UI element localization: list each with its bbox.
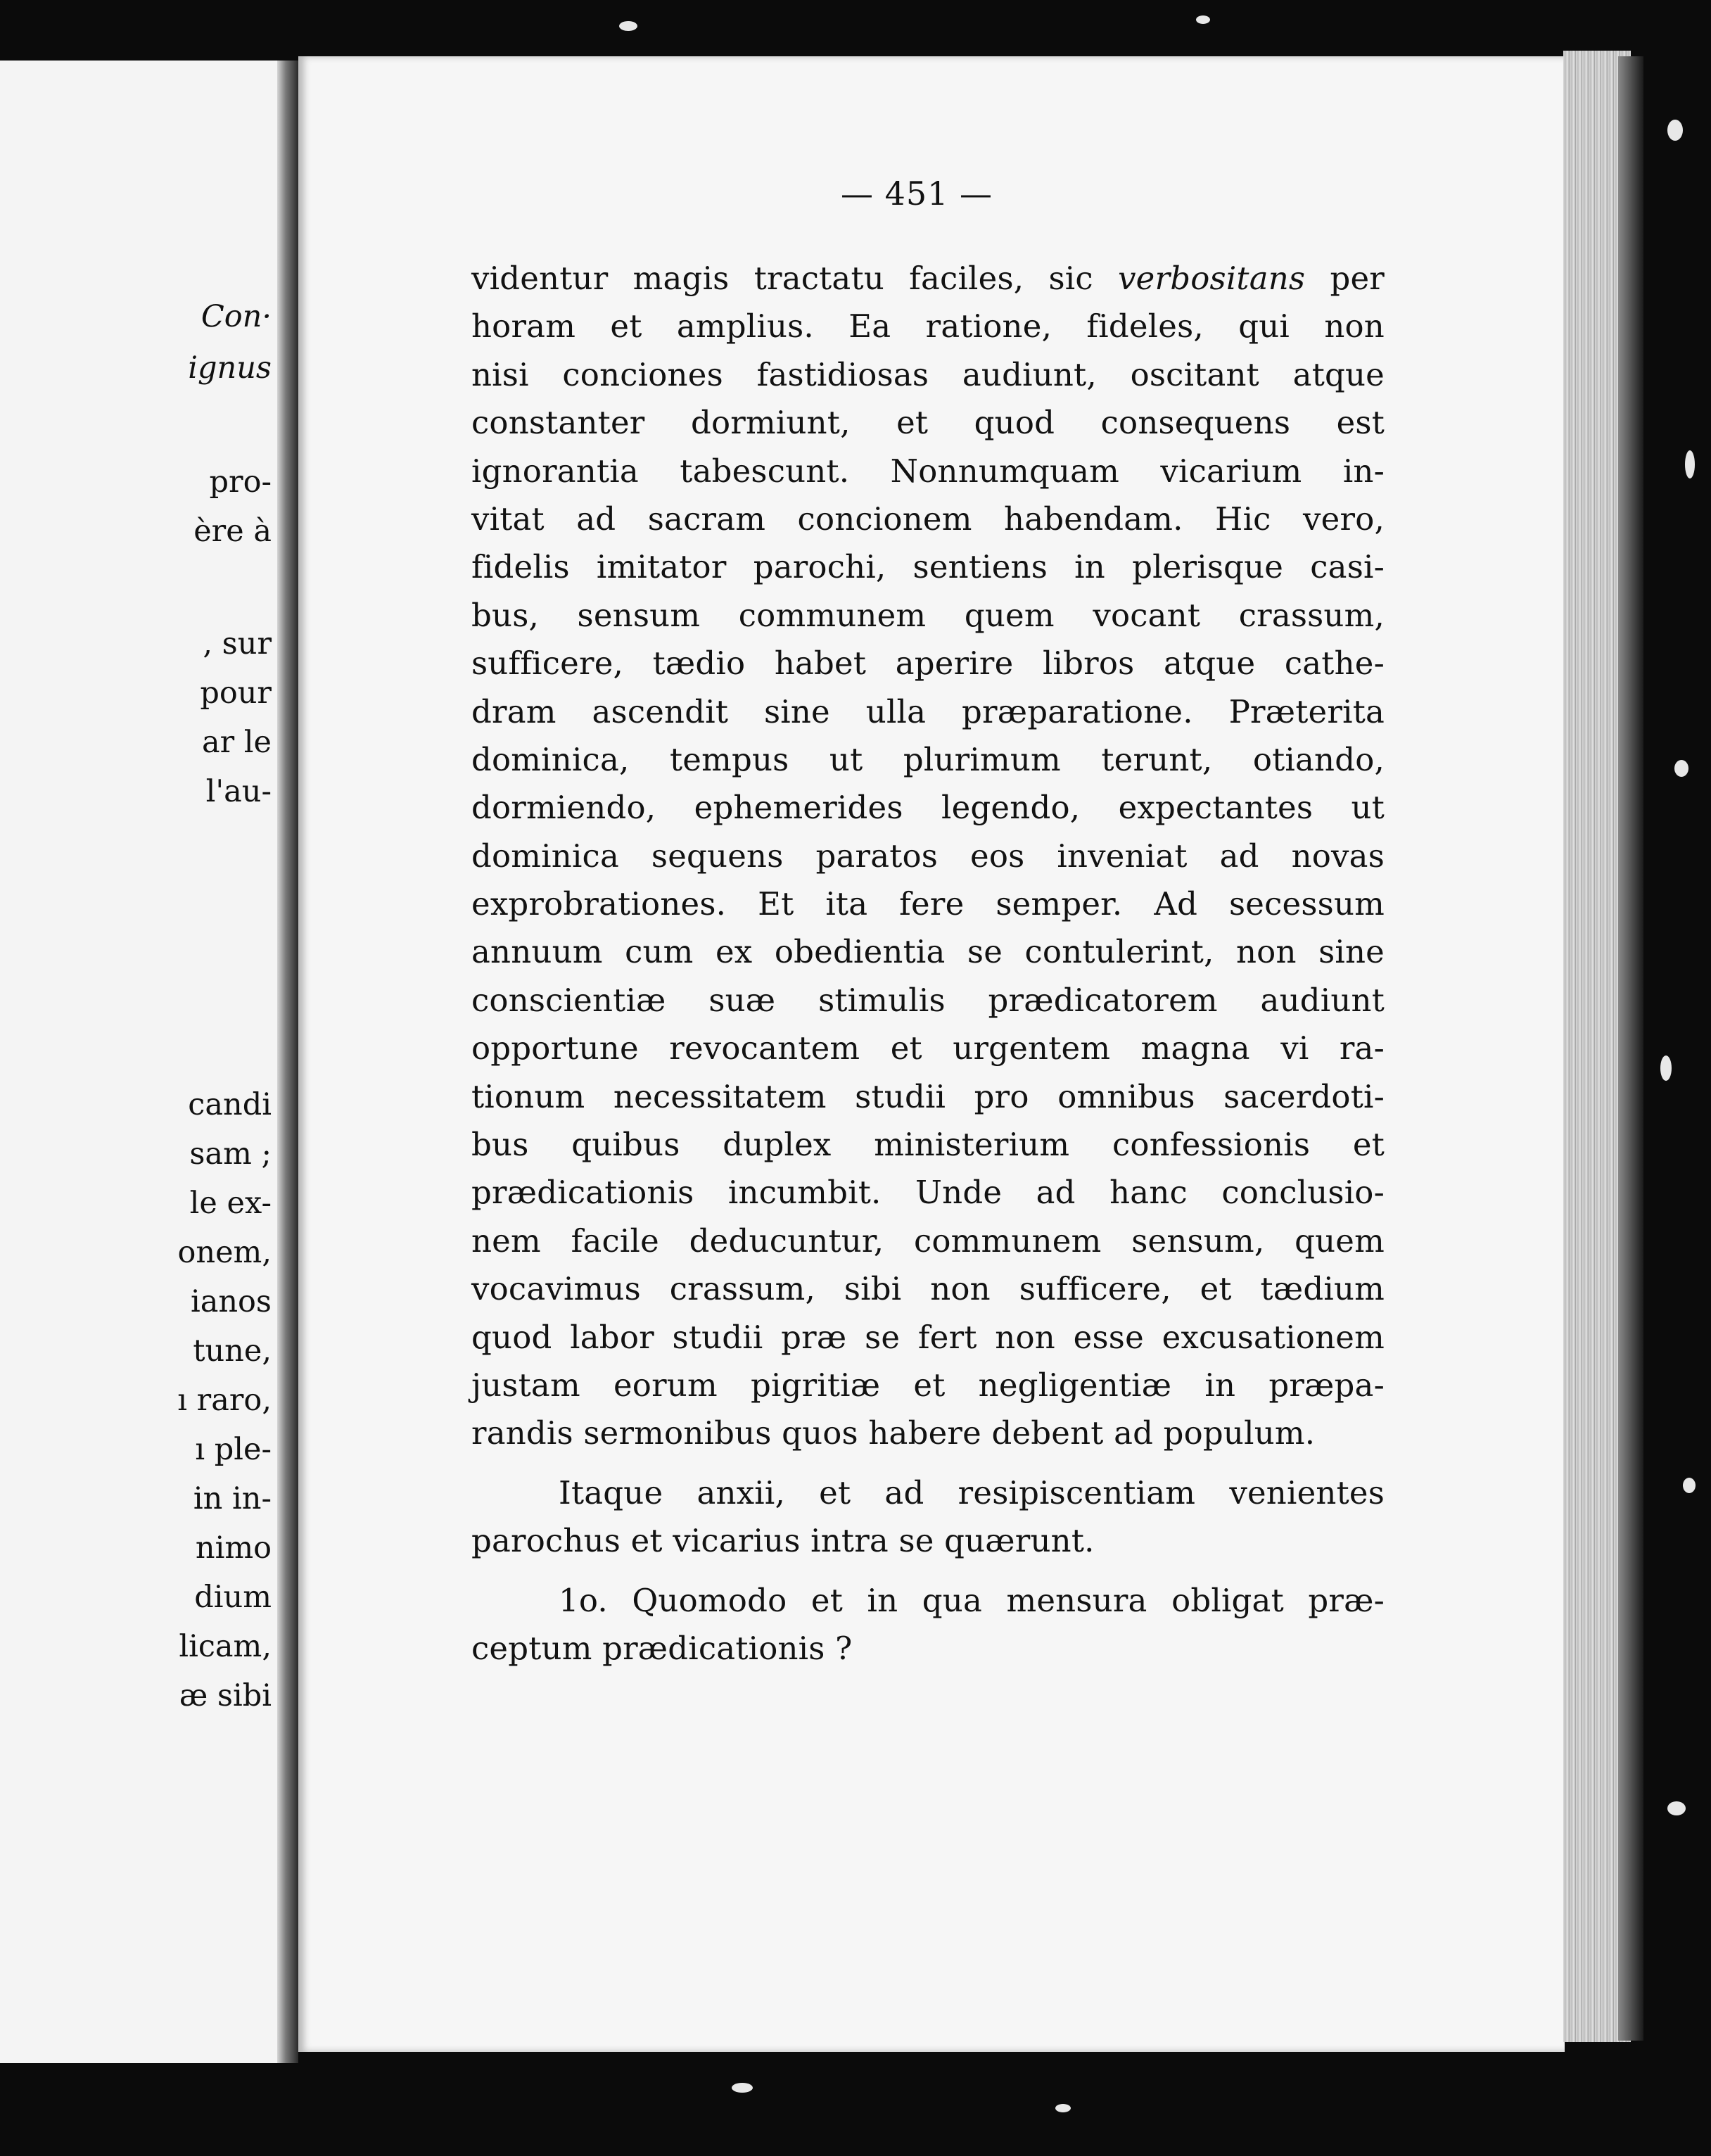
- facing-page-fragment: sam ;: [189, 1136, 272, 1172]
- facing-page-fragment: nimo: [195, 1530, 272, 1566]
- facing-page-fragment: tune,: [193, 1333, 272, 1369]
- text-span: dram ascendit sine ulla præparatione. Præterita: [471, 692, 1385, 730]
- text-line: [471, 1121, 1385, 1169]
- text-line: [471, 351, 1385, 399]
- text-line: [471, 1517, 1385, 1565]
- text-line: [471, 1409, 1385, 1457]
- text-line: [471, 688, 1385, 736]
- facing-page-fragment: licam,: [179, 1629, 272, 1664]
- text-span: ignorantia tabescunt. Nonnumquam vicarium in-: [471, 452, 1385, 490]
- scan-speck: [1683, 1478, 1696, 1493]
- text-line: [471, 784, 1385, 832]
- facing-page-fragment: ı raro,: [177, 1383, 272, 1418]
- text-line: [471, 832, 1385, 880]
- text-span: Itaque anxii, et ad resipiscentiam venientes: [559, 1473, 1385, 1511]
- text-line: [471, 1362, 1385, 1409]
- facing-page-fragment: l'au-: [205, 774, 272, 809]
- scan-speck: [1196, 15, 1210, 24]
- text-line: [471, 977, 1385, 1025]
- text-span: annuum cum ex obedientia se contulerint, non sine: [471, 933, 1385, 971]
- text-line: [471, 880, 1385, 928]
- text-span: fidelis imitator parochi, sentiens in plerisque casi-: [471, 548, 1385, 586]
- page-body: [471, 255, 1385, 1673]
- text-line: [471, 1169, 1385, 1217]
- facing-page-fragment: ianos: [190, 1284, 272, 1319]
- text-span: prædicationis incumbit. Unde ad hanc conclusio-: [471, 1174, 1385, 1212]
- text-span: dominica, tempus ut plurimum terunt, otiando,: [471, 740, 1385, 778]
- facing-page-fragment: Con·: [201, 299, 272, 334]
- text-span: conscientiæ suæ stimulis prædicatorem audiunt: [471, 981, 1385, 1019]
- text-line: [471, 1217, 1385, 1265]
- text-span: ceptum prædicationis ?: [471, 1629, 853, 1667]
- scan-speck: [1667, 120, 1683, 141]
- italic-word: verbositans: [1118, 260, 1306, 297]
- facing-page-fragment: æ sibi: [179, 1678, 272, 1713]
- text-line: [471, 736, 1385, 784]
- text-line: [471, 1469, 1385, 1517]
- facing-page-fragment: pour: [200, 676, 272, 711]
- facing-page-fragment: candi: [188, 1087, 272, 1122]
- facing-page-fragment: onem,: [177, 1235, 272, 1270]
- scan-speck: [1674, 760, 1688, 777]
- text-span: bus, sensum communem quem vocant crassum,: [471, 596, 1385, 634]
- scan-speck: [1685, 450, 1695, 478]
- text-span: nisi conciones fastidiosas audiunt, oscitant atque: [471, 355, 1385, 393]
- text-line: [471, 399, 1385, 447]
- text-line: [471, 255, 1385, 303]
- text-span: opportune revocantem et urgentem magna vi ra-: [471, 1029, 1385, 1067]
- text-span: randis sermonibus quos habere debent ad populum.: [471, 1414, 1316, 1452]
- text-line: [471, 640, 1385, 687]
- text-line: [471, 448, 1385, 495]
- text-line: [471, 495, 1385, 543]
- text-span: videntur magis tractatu faciles, sic: [471, 260, 1119, 297]
- text-span: vitat ad sacram concionem habendam. Hic vero,: [471, 500, 1385, 538]
- scan-speck: [1667, 1801, 1686, 1815]
- facing-page-fragment: le ex-: [189, 1186, 272, 1221]
- page-number: — 451 —: [841, 175, 993, 213]
- facing-page-fragment: dium: [194, 1580, 272, 1615]
- text-span: quod labor studii præ se fert non esse excusationem: [471, 1318, 1385, 1356]
- text-span: constanter dormiunt, et quod consequens est: [471, 404, 1385, 442]
- text-span: tionum necessitatem studii pro omnibus sacerdoti-: [471, 1077, 1385, 1115]
- facing-page-fragment: ı ple-: [195, 1432, 272, 1467]
- scan-speck: [1055, 2104, 1071, 2112]
- facing-page-fragment: , sur: [203, 626, 272, 661]
- text-span: nem facile deducuntur, communem sensum, quem: [471, 1222, 1385, 1260]
- text-line: [471, 1073, 1385, 1121]
- text-line: [471, 1625, 1385, 1673]
- text-line: [471, 543, 1385, 591]
- facing-page-fragment: ignus: [188, 350, 272, 386]
- text-span: dominica sequens paratos eos inveniat ad novas: [471, 837, 1385, 875]
- facing-page-fragment: pro-: [209, 464, 272, 500]
- text-span: parochus et vicarius intra se quærunt.: [471, 1522, 1095, 1560]
- scan-speck: [1660, 1055, 1672, 1081]
- text-span: horam et amplius. Ea ratione, fideles, qui non: [471, 307, 1385, 345]
- text-span: per: [1305, 260, 1385, 297]
- facing-page-fragment: ar le: [201, 725, 272, 760]
- text-span: exprobrationes. Et ita fere semper. Ad secessum: [471, 885, 1385, 923]
- scan-speck: [619, 21, 637, 31]
- text-line: [471, 1314, 1385, 1362]
- text-span: 1o. Quomodo et in qua mensura obligat præ-: [559, 1581, 1385, 1619]
- text-line: [471, 303, 1385, 350]
- facing-page-fragment: in in-: [193, 1481, 272, 1516]
- text-line: [471, 1025, 1385, 1072]
- book-gutter: [277, 61, 298, 2063]
- facing-page: [0, 61, 293, 2063]
- text-span: bus quibus duplex ministerium confessionis et: [471, 1126, 1385, 1164]
- text-line: [471, 1577, 1385, 1625]
- text-line: [471, 1265, 1385, 1313]
- text-line: [471, 592, 1385, 640]
- facing-page-fragment: ère à: [193, 514, 272, 549]
- scan-speck: [732, 2083, 753, 2093]
- page-edges-shadow: [1618, 56, 1643, 2041]
- text-span: dormiendo, ephemerides legendo, expectantes ut: [471, 789, 1385, 827]
- text-span: sufficere, tædio habet aperire libros atque cathe-: [471, 645, 1385, 683]
- text-line: [471, 928, 1385, 976]
- text-span: justam eorum pigritiæ et negligentiæ in præpa-: [471, 1366, 1385, 1404]
- text-span: vocavimus crassum, sibi non sufficere, et tædium: [471, 1270, 1385, 1308]
